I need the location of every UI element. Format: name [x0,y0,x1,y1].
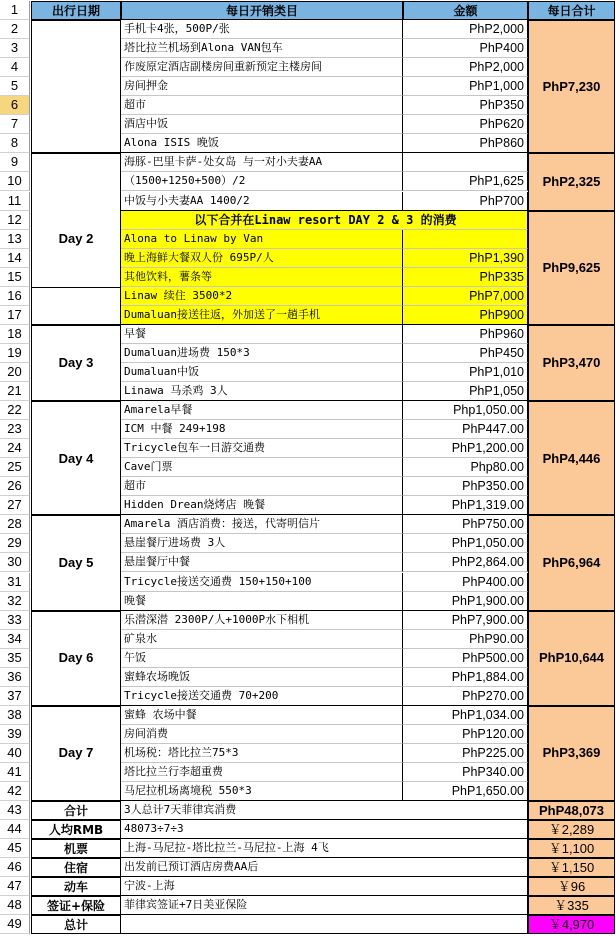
header-daily-total[interactable]: 每日合计 [528,1,615,20]
row-number[interactable]: 4 [0,58,30,77]
expense-description[interactable]: Alona to Linaw by Van [121,230,403,249]
expense-amount[interactable]: PhP1,650.00 [403,782,528,801]
row-number[interactable]: 7 [0,115,30,134]
expense-amount[interactable]: PhP400 [403,39,528,58]
expense-amount[interactable]: PhP1,900.00 [403,592,528,611]
summary-label[interactable]: 机票 [31,839,121,858]
row-number[interactable]: 37 [0,687,30,706]
expense-amount[interactable]: Php1,050.00 [403,401,528,420]
expense-description[interactable]: Linawa 马杀鸡 3人 [121,382,403,401]
group-border [121,514,528,515]
row-number[interactable]: 25 [0,458,30,477]
expense-amount[interactable]: PhP350.00 [403,477,528,496]
row-number[interactable]: 32 [0,592,30,611]
group-border [31,287,121,288]
expense-amount[interactable]: PhP1,625 [403,172,528,191]
row-number[interactable]: 26 [0,477,30,496]
row-number[interactable]: 8 [0,134,30,153]
row-number[interactable]: 9 [0,153,30,172]
expense-amount[interactable]: PhP270.00 [403,687,528,706]
expense-description[interactable]: Tricycle接送交通费 70+200 [121,687,403,706]
summary-label[interactable]: 动车 [31,877,121,896]
expense-amount[interactable]: PhP120.00 [403,725,528,744]
expense-amount[interactable]: PhP1,200.00 [403,439,528,458]
row-number[interactable]: 49 [0,915,30,934]
row-number[interactable]: 31 [0,573,30,592]
row-number[interactable]: 6 [0,96,30,115]
daily-total[interactable]: PhP4,446 [528,401,615,515]
daily-total[interactable]: PhP10,644 [528,611,615,706]
expense-amount[interactable]: PhP1,050 [403,382,528,401]
row-number[interactable]: 15 [0,268,30,287]
expense-description[interactable]: 午饭 [121,649,403,668]
expense-amount[interactable]: PhP700 [403,192,528,211]
row-number[interactable]: 14 [0,249,30,268]
header-amount[interactable]: 金额 [403,1,528,20]
expense-description[interactable]: （1500+1250+500）/2 [121,172,403,191]
expense-description[interactable]: Linaw 续住 3500*2 [121,287,403,306]
expense-description[interactable]: 酒店中饭 [121,115,403,134]
daily-total[interactable]: PhP3,470 [528,325,615,401]
row-number[interactable]: 34 [0,630,30,649]
expense-amount[interactable] [403,153,528,172]
row-number[interactable]: 21 [0,382,30,401]
expense-description[interactable]: 早餐 [121,325,403,344]
expense-description[interactable]: 矿泉水 [121,630,403,649]
expense-amount[interactable]: Php80.00 [403,458,528,477]
row-number[interactable]: 11 [0,192,30,211]
expense-amount[interactable]: PhP900 [403,306,528,325]
row-number[interactable]: 38 [0,706,30,725]
row-number[interactable]: 16 [0,287,30,306]
day-label[interactable]: Day 5 [31,515,121,610]
row-number[interactable]: 46 [0,858,30,877]
expense-amount[interactable] [403,230,528,249]
summary-description[interactable]: 上海-马尼拉-塔比拉兰-马尼拉-上海 4飞 [121,839,528,858]
expense-amount[interactable]: PhP500.00 [403,649,528,668]
summary-label[interactable]: 签证+保险 [31,896,121,915]
row-number[interactable]: 30 [0,553,30,572]
row-number[interactable]: 17 [0,306,30,325]
row-number[interactable]: 27 [0,496,30,515]
row-number[interactable]: 43 [0,801,30,820]
expense-amount[interactable]: PhP350 [403,96,528,115]
row-number[interactable]: 47 [0,877,30,896]
group-border [121,400,528,401]
row-number[interactable]: 2 [0,20,30,39]
day-label[interactable]: Day 2 [31,153,121,324]
expense-description[interactable]: 晚餐 [121,592,403,611]
summary-description[interactable]: 48073÷7÷3 [121,820,528,839]
expense-description[interactable]: ICM 中餐 249+198 [121,420,403,439]
expense-amount[interactable]: PhP447.00 [403,420,528,439]
summary-value[interactable]: PhP48,073 [528,801,615,820]
header-date[interactable]: 出行日期 [31,1,121,20]
expense-description[interactable]: Alona ISIS 晚饭 [121,134,403,153]
expense-description[interactable]: Cave门票 [121,458,403,477]
row-number[interactable]: 1 [0,1,30,20]
expense-amount[interactable]: PhP750.00 [403,515,528,534]
summary-value[interactable]: ￥4,970 [528,915,615,934]
row-number[interactable]: 35 [0,649,30,668]
day-label[interactable]: Day 6 [31,611,121,706]
expense-amount[interactable]: PhP7,000 [403,287,528,306]
expense-amount[interactable]: PhP1,010 [403,363,528,382]
row-number[interactable]: 19 [0,344,30,363]
merge-note[interactable]: 以下合并在Linaw resort DAY 2 & 3 的消费 [121,211,528,230]
summary-description[interactable]: 3人总计7天菲律宾消费 [121,801,528,820]
expense-amount[interactable]: PhP340.00 [403,763,528,782]
expense-amount[interactable]: PhP450 [403,344,528,363]
expense-amount[interactable]: PhP2,000 [403,58,528,77]
row-number[interactable]: 13 [0,230,30,249]
row-number[interactable]: 36 [0,668,30,687]
row-number[interactable]: 42 [0,782,30,801]
row-number[interactable]: 23 [0,420,30,439]
expense-amount[interactable]: PhP90.00 [403,630,528,649]
expense-description[interactable]: 马尼拉机场离境税 550*3 [121,782,403,801]
group-border [121,152,528,153]
expense-description[interactable]: 塔比拉兰行李超重费 [121,763,403,782]
row-number[interactable]: 18 [0,325,30,344]
row-number[interactable]: 44 [0,820,30,839]
summary-value[interactable]: ￥96 [528,877,615,896]
expense-amount[interactable]: PhP1,884.00 [403,668,528,687]
row-number[interactable]: 20 [0,363,30,382]
row-number[interactable]: 22 [0,401,30,420]
daily-total[interactable]: PhP7,230 [528,20,615,153]
row-number[interactable]: 12 [0,211,30,230]
expense-description[interactable]: Amarela 酒店消费：接送，代寄明信片 [121,515,403,534]
summary-label[interactable]: 总计 [31,915,121,934]
group-border [121,610,528,611]
expense-description[interactable]: 作废原定酒店副楼房间重新预定主楼房间 [121,58,403,77]
expense-amount[interactable]: PhP7,900.00 [403,611,528,630]
summary-label[interactable]: 合计 [31,801,121,820]
expense-amount[interactable]: PhP2,000 [403,20,528,39]
expense-description[interactable]: Dumaluan接送往返，外加送了一趟手机 [121,306,403,325]
row-number[interactable]: 29 [0,534,30,553]
row-number[interactable]: 3 [0,39,30,58]
expense-amount[interactable]: PhP400.00 [403,573,528,592]
expense-amount[interactable]: PhP1,050.00 [403,534,528,553]
day-label[interactable]: Day 7 [31,706,121,801]
expense-amount[interactable]: PhP860 [403,134,528,153]
row-number[interactable]: 48 [0,896,30,915]
summary-description[interactable] [121,915,528,934]
expense-amount[interactable]: PhP2,864.00 [403,553,528,572]
group-border [121,324,528,325]
daily-total[interactable]: PhP3,369 [528,706,615,801]
row-number[interactable]: 33 [0,611,30,630]
row-number[interactable]: 41 [0,763,30,782]
summary-value[interactable]: ￥335 [528,896,615,915]
row-number[interactable]: 45 [0,839,30,858]
row-number[interactable]: 39 [0,725,30,744]
summary-description[interactable]: 菲律宾签证+7日美亚保险 [121,896,528,915]
row-number[interactable]: 24 [0,439,30,458]
summary-label[interactable]: 人均RMB [31,820,121,839]
expense-description[interactable]: 超市 [121,96,403,115]
expense-description[interactable]: 蜜蜂农场晚饭 [121,668,403,687]
summary-value[interactable]: ￥2,289 [528,820,615,839]
group-border [121,705,528,706]
row-number[interactable]: 5 [0,77,30,96]
expense-description[interactable]: 悬崖餐厅进场费 3人 [121,534,403,553]
expense-description[interactable]: Tricycle接送交通费 150+150+100 [121,573,403,592]
expense-description[interactable]: Hidden Drean烧烤店 晚餐 [121,496,403,515]
summary-description[interactable]: 出发前已预订酒店房费AA后 [121,858,528,877]
expense-description[interactable]: 房间押金 [121,77,403,96]
summary-description[interactable]: 宁波-上海 [121,877,528,896]
expense-amount[interactable]: PhP1,000 [403,77,528,96]
daily-total[interactable]: PhP2,325 [528,153,615,210]
daily-total[interactable]: PhP9,625 [528,211,615,325]
day-label[interactable]: Day 4 [31,401,121,515]
expense-description[interactable]: 乐潜深潜 2300P/人+1000P水下相机 [121,611,403,630]
expense-description[interactable]: 机场税：塔比拉兰75*3 [121,744,403,763]
expense-amount[interactable]: PhP225.00 [403,744,528,763]
expense-description[interactable]: 塔比拉兰机场到Alona VAN包车 [121,39,403,58]
day-label[interactable]: Day 3 [31,325,121,401]
expense-description[interactable]: 晚上海鲜大餐双人份 695P/人 [121,249,403,268]
row-number[interactable]: 40 [0,744,30,763]
expense-description[interactable]: 手机卡4张，500P/张 [121,20,403,39]
expense-description[interactable]: Dumaluan进场费 150*3 [121,344,403,363]
header-category[interactable]: 每日开销类目 [121,1,403,20]
expense-description[interactable]: 中饭与小夫妻AA 1400/2 [121,192,403,211]
summary-value[interactable]: ￥1,150 [528,858,615,877]
row-number[interactable]: 10 [0,172,30,191]
expense-amount[interactable]: PhP1,390 [403,249,528,268]
expense-amount[interactable]: PhP1,319.00 [403,496,528,515]
expense-description[interactable]: 海豚-巴里卡萨-处女岛 与一对小夫妻AA [121,153,403,172]
expense-description[interactable]: 房间消费 [121,725,403,744]
row-number[interactable]: 28 [0,515,30,534]
expense-amount[interactable]: PhP335 [403,268,528,287]
daily-total[interactable]: PhP6,964 [528,515,615,610]
expense-description[interactable]: Tricycle包车一日游交通费 [121,439,403,458]
expense-amount[interactable]: PhP620 [403,115,528,134]
date-cell[interactable] [31,20,121,153]
expense-description[interactable]: 悬崖餐厅中餐 [121,553,403,572]
summary-label[interactable]: 住宿 [31,858,121,877]
expense-description[interactable]: 其他饮料，薯条等 [121,268,403,287]
expense-description[interactable]: 蜜蜂 农场中餐 [121,706,403,725]
expense-description[interactable]: Dumaluan中饭 [121,363,403,382]
expense-description[interactable]: Amarela早餐 [121,401,403,420]
expense-amount[interactable]: PhP960 [403,325,528,344]
summary-value[interactable]: ￥1,100 [528,839,615,858]
expense-description[interactable]: 超市 [121,477,403,496]
expense-amount[interactable]: PhP1,034.00 [403,706,528,725]
